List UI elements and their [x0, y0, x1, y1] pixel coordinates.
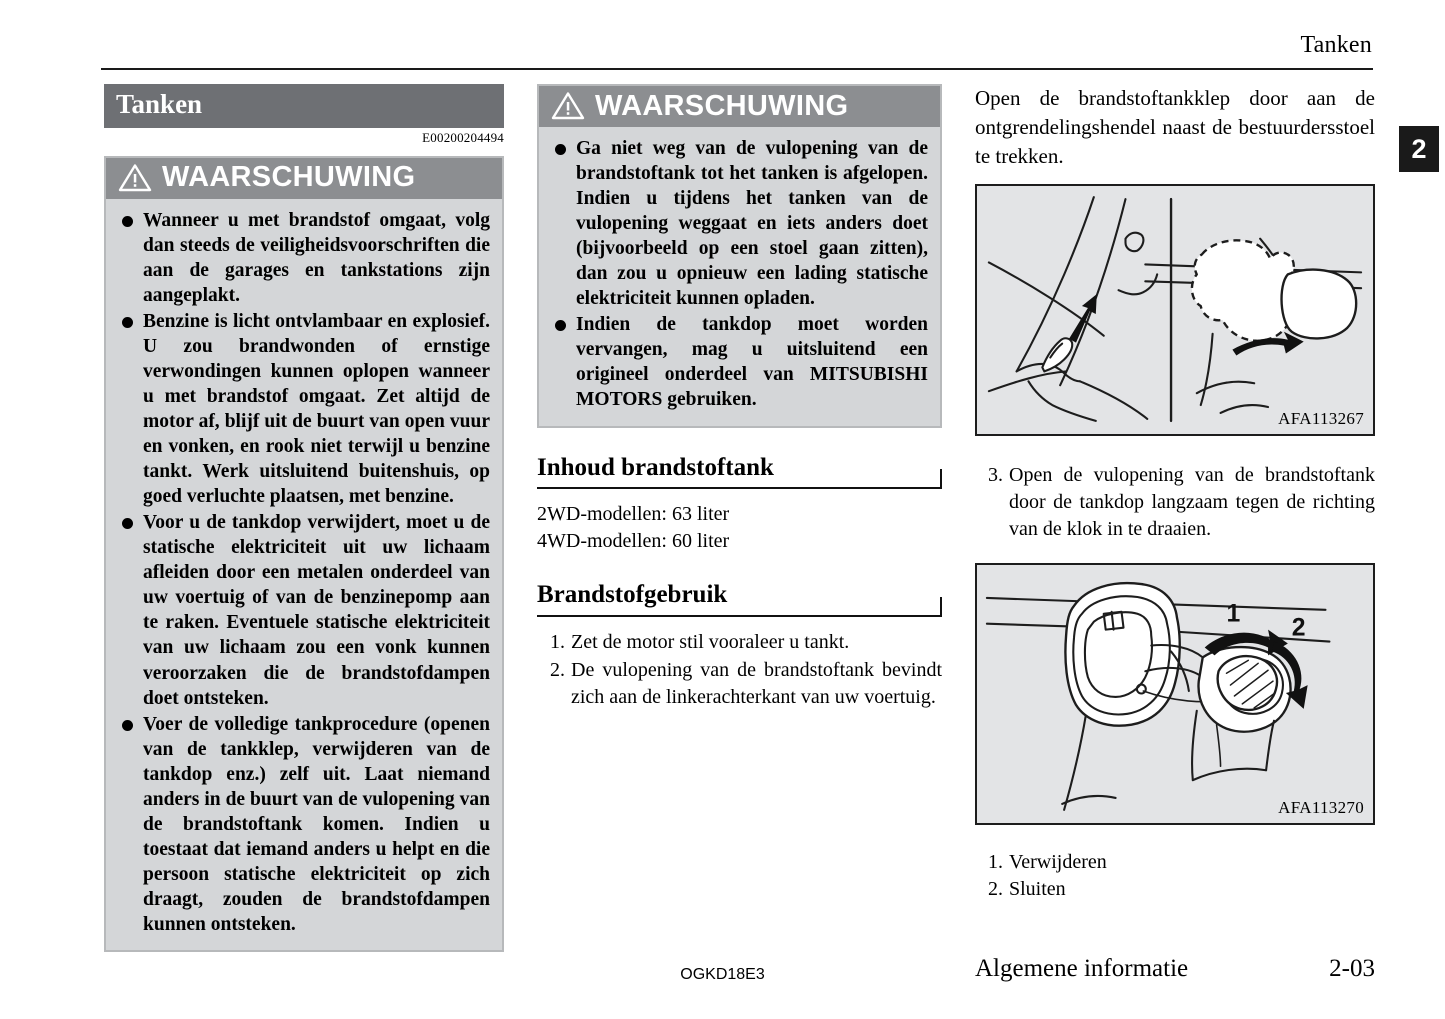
footer-doc-code: OGKD18E3	[680, 966, 765, 983]
list-item	[975, 849, 1375, 876]
capacity-2wd: 2WD-modellen: 63 liter	[537, 503, 730, 526]
warning-label: WAARSCHUWING	[162, 161, 416, 194]
legend-text: Verwijderen	[1009, 850, 1107, 873]
fuel-use-steps	[537, 629, 942, 710]
list-item: Indien de tankdop moet worden vervangen, mag u uitsluitend een origineel onderdeel van MITSUBISHI MOTORS gebruiken.	[551, 312, 928, 412]
warning-label: WAARSCHUWING	[595, 89, 849, 122]
step-number: 3.	[988, 464, 1003, 487]
figure-code: AFA113270	[1278, 797, 1364, 817]
list-item: Wanneer u met brandstof omgaat, volg dan steeds de veiligheidsvoorschriften die aan de garages en tankstations zijn aangeplakt.	[118, 208, 490, 308]
right-column	[975, 84, 1375, 904]
warning-box-left	[104, 156, 504, 952]
warning-body	[539, 127, 940, 426]
heading-rule	[537, 487, 942, 489]
callout-2-label: 2	[1291, 614, 1306, 642]
step-text: De vulopening van de brandstoftank bevindt zich aan de linkerachterkant van uw voertuig.	[571, 658, 942, 708]
fuel-use-section	[537, 581, 942, 617]
warning-triangle-icon	[118, 163, 152, 193]
middle-column	[537, 84, 942, 711]
warning-bullet-list	[118, 208, 490, 937]
heading-fuel-use: Brandstofgebruik	[537, 581, 728, 609]
legend-number: 1.	[988, 850, 1003, 873]
figure-legend	[975, 849, 1375, 904]
list-item	[537, 629, 942, 656]
list-item: Voer de volledige tankprocedure (openen van de tankklep, verwijderen van de tankdop enz.) zelf uit. Laat niemand anders in de buurt van de vulopening van de brandstoftank komen. Indien u toestaat dat iemand anders u helpt en die persoon statische elektriciteit op zich draagt, zouden de brandstofdampen kunnen ontsteken.	[118, 712, 490, 937]
footer-page-number: 2-03	[1329, 955, 1375, 982]
left-column	[104, 84, 504, 952]
callout-1-label: 1	[1226, 600, 1241, 628]
warning-bullet-list	[551, 136, 928, 413]
heading-rule	[537, 615, 942, 617]
step-number: 1.	[550, 631, 565, 654]
warning-header	[539, 86, 940, 127]
list-item	[975, 876, 1375, 903]
warning-triangle-icon	[551, 91, 585, 121]
step-number: 2.	[550, 658, 565, 681]
list-item	[537, 657, 942, 711]
header-rule	[101, 68, 1373, 70]
warning-body	[106, 199, 502, 950]
warning-header	[106, 158, 502, 199]
list-item: Benzine is licht ontvlambaar en explosief. U zou brandwonden of ernstige verwondingen kunnen oplopen wanneer u met brandstof omgaat. Zet altijd de motor af, blijf uit de buurt van open vuur en vonken, en rook niet terwijl u benzine tankt. Werk uitsluitend buitenshuis, op goed verluchte plaatsen, met benzine.	[118, 309, 490, 509]
footer-right	[975, 955, 1375, 983]
step-text: Zet de motor stil vooraleer u tankt.	[571, 631, 850, 654]
warning-box-middle	[537, 84, 942, 428]
list-item: Ga niet weg van de vulopening van de brandstoftank tot het tanken is afgelopen. Indien u tijdens het tanken van de vulopening weggaat en iets anders doet (bijvoorbeeld op een stoel gaan zitten), dan zou u opnieuw een lading statische elektriciteit kunnen opladen.	[551, 136, 928, 311]
legend-text: Sluiten	[1009, 878, 1066, 901]
running-header-title: Tanken	[1300, 32, 1372, 58]
section-doc-code: E00200204494	[422, 129, 504, 145]
list-item: Voor u de tankdop verwijdert, moet u de statische elektriciteit uit uw lichaam afleiden door een metalen onderdeel van uw voertuig of van de benzinepomp aan te raken. Eventuele statische elektriciteit van uw lichaam zou een vonk kunnen veroorzaken die de brandstofdampen doet ontsteken.	[118, 510, 490, 710]
section-title: Tanken	[104, 84, 504, 128]
intro-paragraph: Open de brandstoftankklep door aan de ontgrendelingshendel naast de bestuurdersstoel te trekken.	[975, 86, 1375, 168]
figure-code: AFA113267	[1278, 409, 1364, 429]
heading-tank-capacity: Inhoud brandstoftank	[537, 453, 774, 481]
fuel-filler-cap-figure	[975, 563, 1375, 825]
fuel-door-release-lever-figure	[975, 184, 1375, 436]
legend-number: 2.	[988, 878, 1003, 901]
list-item	[975, 462, 1375, 542]
tank-capacity-values	[537, 501, 942, 555]
tank-capacity-section	[537, 454, 942, 490]
capacity-4wd: 4WD-modellen: 60 liter	[537, 530, 730, 553]
chapter-tab: 2	[1399, 126, 1439, 172]
right-steps	[975, 462, 1375, 542]
footer-section-name: Algemene informatie	[975, 955, 1189, 982]
step-text: Open de vulopening van de brandstoftank door de tankdop langzaam tegen de richting van de klok in te draaien.	[1009, 464, 1375, 540]
